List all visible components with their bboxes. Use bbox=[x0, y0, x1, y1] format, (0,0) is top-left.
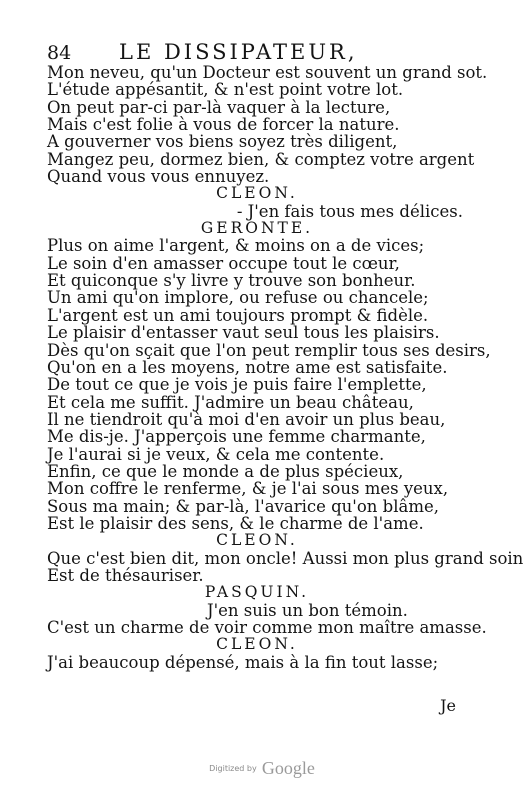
verse-line: Me dis-je. J'apperçois une femme charmante, bbox=[47, 427, 426, 447]
verse-line: Un ami qu'on implore, ou refuse ou chancele; bbox=[47, 288, 429, 308]
verse-line: J'en suis un bon témoin. bbox=[207, 600, 408, 620]
speaker-name: PASQUIN. bbox=[204, 583, 310, 602]
verse-line: L'argent est un ami toujours prompt & fidèle. bbox=[47, 305, 429, 325]
verse-line: On peut par-ci par-là vaquer à la lecture, bbox=[47, 97, 391, 117]
verse-line: Quand vous vous ennuyez. bbox=[47, 167, 270, 187]
verse-line: Mais c'est folie à vous de forcer la nature. bbox=[47, 115, 400, 135]
verse-line: Que c'est bien dit, mon oncle! Aussi mon plus grand soin bbox=[47, 548, 524, 568]
verse-line: C'est un charme de voir comme mon maître amasse. bbox=[47, 618, 487, 637]
verse-line: Qu'on en a les moyens, notre ame est satisfaite. bbox=[47, 357, 448, 377]
verse-line: Plus on aime l'argent, & moins on a de vices; bbox=[47, 236, 425, 256]
verse-text bbox=[47, 63, 524, 672]
verse-line: Le soin d'en amasser occupe tout le cœur, bbox=[47, 253, 400, 273]
verse-line: Est le plaisir des sens, & le charme de l'ame. bbox=[47, 513, 424, 533]
speaker-name: CLEON. bbox=[216, 635, 298, 654]
digitized-by-label: Digitized by bbox=[209, 764, 257, 773]
verse-line: Et cela me suffit. J'admire un beau château, bbox=[47, 392, 414, 412]
verse-line: Dès qu'on sçait que l'on peut remplir tous ses desirs, bbox=[47, 340, 491, 360]
verse-line: Je l'aurai si je veux, & cela me contente. bbox=[47, 444, 385, 464]
verse-line: J'ai beaucoup dépensé, mais à la fin tout lasse; bbox=[47, 652, 439, 672]
page-number: 84 bbox=[47, 42, 72, 64]
verse-line: Et quiconque s'y livre y trouve son bonheur. bbox=[47, 271, 416, 291]
verse-line: Sous ma main; & par-là, l'avarice qu'on blâme, bbox=[47, 496, 439, 516]
verse-line: Est de thésauriser. bbox=[47, 565, 204, 585]
verse-line: Le plaisir d'entasser vaut seul tous les plaisirs. bbox=[47, 323, 440, 343]
verse-line: Mon neveu, qu'un Docteur est souvent un grand sot. bbox=[47, 63, 488, 82]
verse-line: - J'en fais tous mes délices. bbox=[236, 201, 463, 221]
verse-line: De tout ce que je vois je puis faire l'emplette, bbox=[47, 375, 427, 395]
speaker-name: CLEON. bbox=[216, 531, 298, 550]
verse-line: L'étude appésantit, & n'est point votre lot. bbox=[47, 80, 404, 100]
verse-line: Mon coffre le renferme, & je l'ai sous mes yeux, bbox=[47, 479, 449, 499]
digitization-watermark bbox=[0, 758, 524, 779]
speaker-name: CLEON. bbox=[216, 184, 298, 203]
verse-line: Enfin, ce que le monde a de plus spécieux, bbox=[47, 461, 404, 481]
verse-line: A gouverner vos biens soyez très diligent, bbox=[47, 132, 398, 152]
google-logo: Google bbox=[261, 758, 315, 778]
running-title: LE DISSIPATEUR, bbox=[119, 40, 358, 64]
catchword: Je bbox=[440, 696, 456, 715]
verse-line: Mangez peu, dormez bien, & comptez votre argent bbox=[47, 149, 475, 169]
verse-line: Il ne tiendroit qu'à moi d'en avoir un plus beau, bbox=[47, 409, 446, 429]
speaker-name: GERONTE. bbox=[200, 219, 314, 238]
